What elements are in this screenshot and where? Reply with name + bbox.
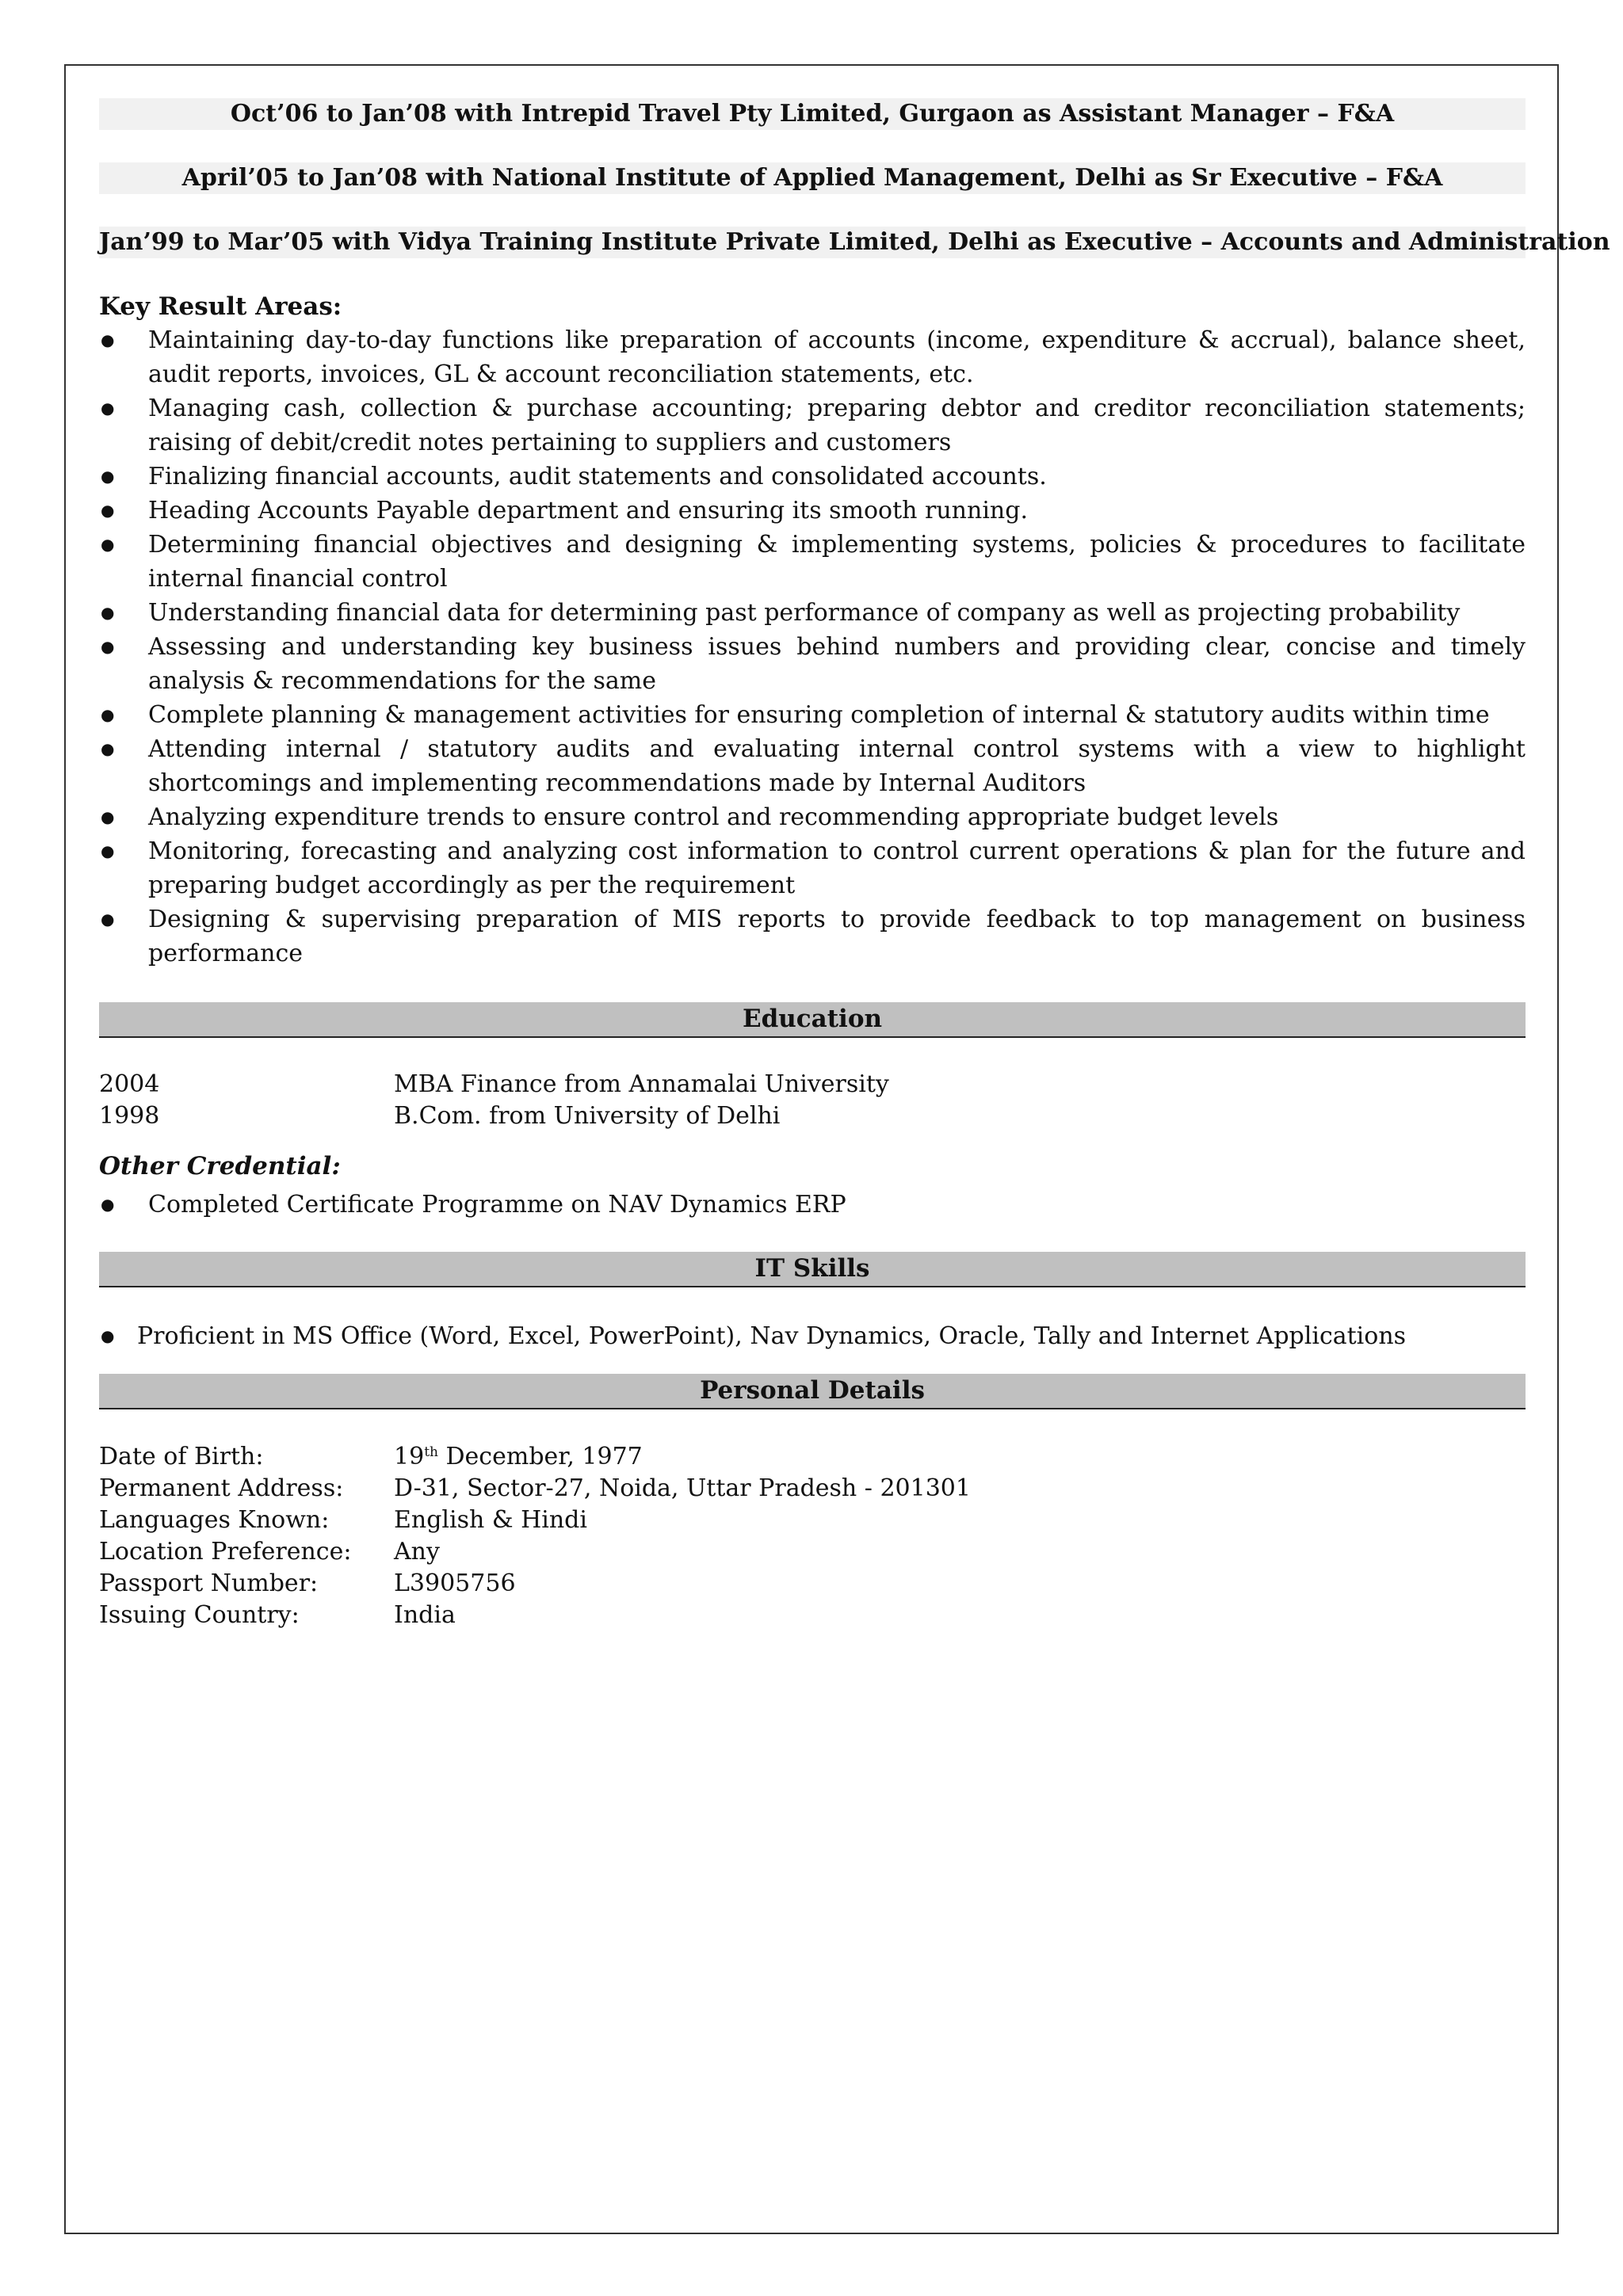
- education-year: 2004: [99, 1070, 160, 1098]
- list-item: ● Complete planning & management activities for ensuring completion of internal & statutory audits within time: [99, 698, 1526, 732]
- personal-value: [394, 1441, 643, 1473]
- personal-row: [99, 1536, 1526, 1568]
- key-result-areas-heading: Key Result Areas:: [99, 292, 342, 321]
- dob-day: 19: [394, 1443, 425, 1470]
- list-item: ● Analyzing expenditure trends to ensure control and recommending appropriate budget levels: [99, 800, 1526, 834]
- education-row: [99, 1100, 1526, 1132]
- it-skills-list: [99, 1319, 1526, 1353]
- list-item: ● Designing & supervising preparation of MIS reports to provide feedback to top management on business performance: [99, 902, 1526, 971]
- other-credential-heading: Other Credential:: [99, 1152, 341, 1180]
- list-item: ● Completed Certificate Programme on NAV Dynamics ERP: [99, 1188, 1526, 1222]
- personal-row: [99, 1473, 1526, 1505]
- personal-row: [99, 1568, 1526, 1600]
- list-item: ● Maintaining day-to-day functions like preparation of accounts (income, expenditure & accrual), balance sheet, audit reports, invoices, GL & account reconciliation statements, etc.: [99, 323, 1526, 391]
- personal-label: Languages Known:: [99, 1506, 330, 1534]
- list-item: ● Understanding financial data for determining past performance of company as well as projecting probability: [99, 596, 1526, 630]
- personal-label: Passport Number:: [99, 1569, 319, 1597]
- personal-label: Date of Birth:: [99, 1443, 264, 1470]
- personal-value: India: [394, 1601, 456, 1629]
- education-section-header: Education: [99, 1002, 1526, 1038]
- education-row: [99, 1069, 1526, 1100]
- education-degree: MBA Finance from Annamalai University: [394, 1070, 889, 1098]
- personal-row: [99, 1505, 1526, 1536]
- personal-label: Permanent Address:: [99, 1474, 344, 1502]
- list-item: ● Attending internal / statutory audits and evaluating internal control systems with a view to highlight shortcomings and implementing recommendations made by Internal Auditors: [99, 732, 1526, 800]
- education-degree: B.Com. from University of Delhi: [394, 1102, 781, 1130]
- list-item: ● Managing cash, collection & purchase accounting; preparing debtor and creditor reconciliation statements; raising of debit/credit notes pertaining to suppliers and customers: [99, 391, 1526, 460]
- job-heading: Jan’99 to Mar’05 with Vidya Training Institute Private Limited, Delhi as Executive – Accounts and Administration: [99, 227, 1526, 258]
- personal-value: D-31, Sector-27, Noida, Uttar Pradesh - 201301: [394, 1474, 971, 1502]
- personal-value: English & Hindi: [394, 1506, 587, 1534]
- personal-label: Location Preference:: [99, 1538, 352, 1566]
- resume-content: [99, 98, 1610, 1631]
- list-item: ● Determining financial objectives and designing & implementing systems, policies & procedures to facilitate internal financial control: [99, 528, 1526, 596]
- key-result-areas-list: [99, 323, 1526, 971]
- personal-value: L3905756: [394, 1569, 516, 1597]
- other-credential-list: [99, 1188, 1526, 1222]
- personal-row: [99, 1600, 1526, 1631]
- dob-rest: December, 1977: [437, 1443, 643, 1470]
- personal-value: Any: [394, 1538, 440, 1566]
- job-heading: Oct’06 to Jan’08 with Intrepid Travel Pty Limited, Gurgaon as Assistant Manager – F&A: [99, 98, 1526, 130]
- education-year: 1998: [99, 1102, 160, 1130]
- it-skills-section-header: IT Skills: [99, 1252, 1526, 1287]
- personal-row-dob: [99, 1441, 1526, 1473]
- list-item: ● Finalizing financial accounts, audit statements and consolidated accounts.: [99, 460, 1526, 494]
- list-item: ● Monitoring, forecasting and analyzing cost information to control current operations & plan for the future and preparing budget accordingly as per the requirement: [99, 834, 1526, 902]
- personal-details-section-header: Personal Details: [99, 1374, 1526, 1409]
- list-item: ● Heading Accounts Payable department and ensuring its smooth running.: [99, 494, 1526, 528]
- personal-label: Issuing Country:: [99, 1601, 300, 1629]
- dob-suffix: th: [424, 1444, 438, 1460]
- list-item: ● Proficient in MS Office (Word, Excel, PowerPoint), Nav Dynamics, Oracle, Tally and Internet Applications: [99, 1319, 1526, 1353]
- job-heading: April’05 to Jan’08 with National Institute of Applied Management, Delhi as Sr Executive – F&A: [99, 162, 1526, 194]
- list-item: ● Assessing and understanding key business issues behind numbers and providing clear, concise and timely analysis & recommendations for the same: [99, 630, 1526, 698]
